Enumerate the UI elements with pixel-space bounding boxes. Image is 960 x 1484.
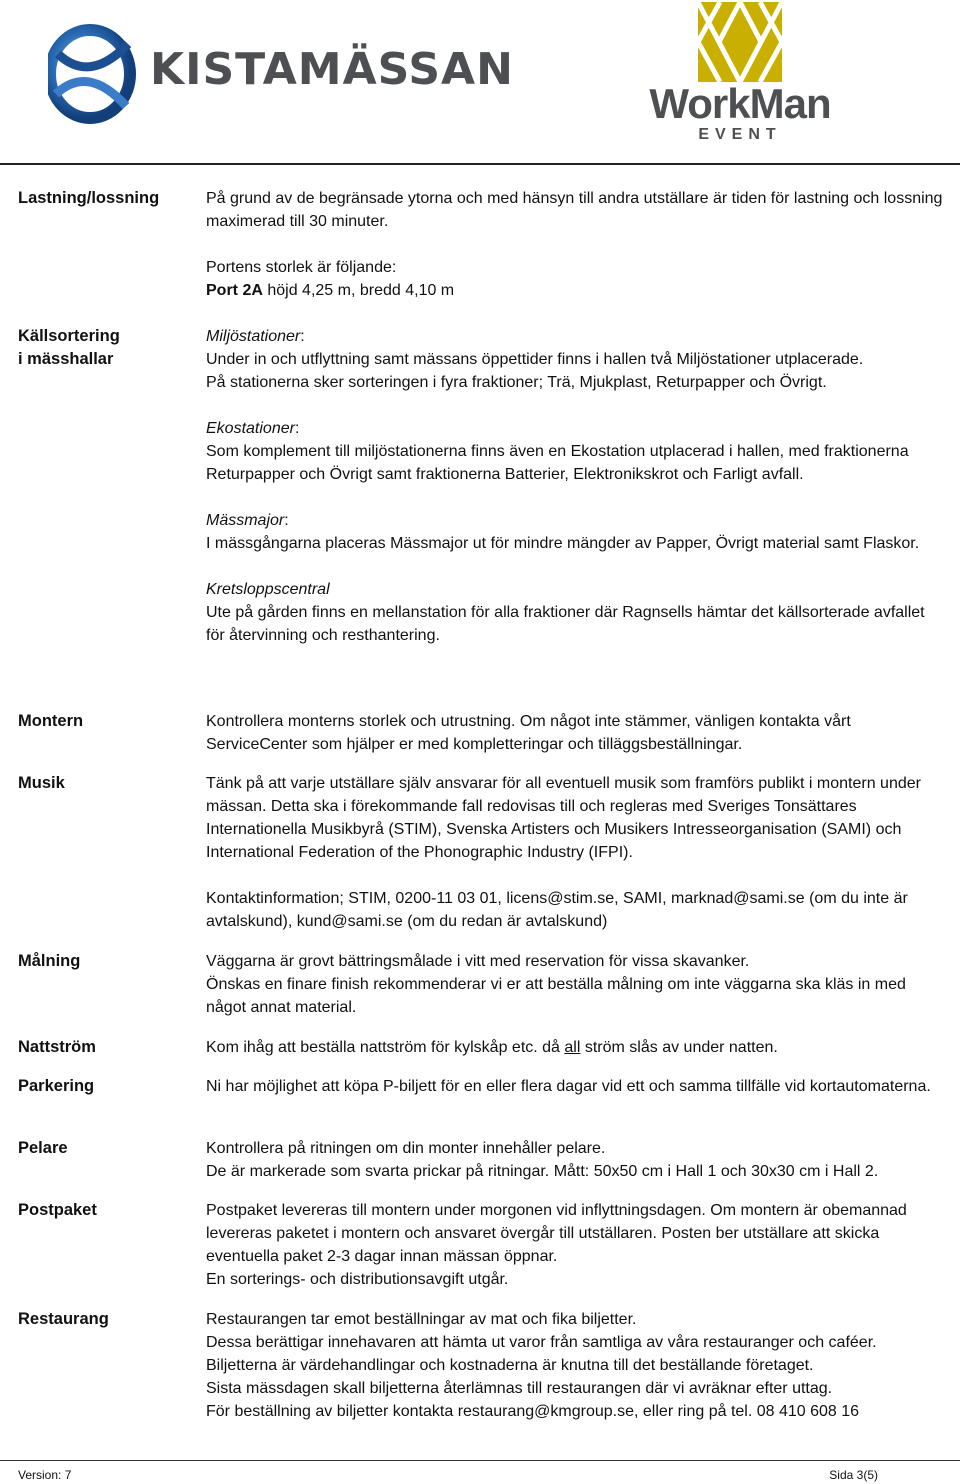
section-content xyxy=(206,1137,946,1183)
section-label: Nattström xyxy=(18,1038,96,1056)
section-label-line: Källsortering xyxy=(18,327,120,345)
paragraph: Postpaket levereras till montern under morgonen vid inflyttningsdagen. Om montern är obemannad levereras paketet i montern och ansvaret övergår till utställaren. Posten ber utställare att skicka eventuella paket 2-3 dagar innan mässan öppnar. xyxy=(206,1202,907,1265)
section-content xyxy=(206,710,946,756)
section-content xyxy=(206,1075,946,1098)
paragraph: Sista mässdagen skall biljetterna återlämnas till restaurangen där vi avräknar efter uttag. xyxy=(206,1380,833,1397)
paragraph: Ute på gården finns en mellanstation för alla fraktioner där Ragnsells hämtar det källsorterade avfallet för återvinning och resthantering. xyxy=(206,604,925,644)
paragraph: Tänk på att varje utställare själv ansvarar för all eventuell musik som framförs publikt i montern under mässan. Detta ska i förekommande fall redovisas till och regleras med Sveriges Tonsättares Internationella Musikbyrå (STIM), Svenska Artisters och Musikers Intresseorganisation (SAMI) och International Federation of the Phonographic Industry (IFPI). xyxy=(206,775,921,861)
section-content xyxy=(206,1308,946,1423)
page-header xyxy=(0,0,960,160)
subheading: Mässmajor: xyxy=(206,512,289,529)
section-label xyxy=(18,325,188,371)
workman-logo-subtext: EVENT xyxy=(698,126,782,143)
paragraph: Under in och utflyttning samt mässans öppettider finns i hallen två Miljöstationer utplacerade. xyxy=(206,351,864,368)
paragraph: Restaurangen tar emot beställningar av mat och fika biljetter. xyxy=(206,1311,637,1328)
section-label-line: i mässhallar xyxy=(18,350,114,368)
emphasis-underline: all xyxy=(564,1039,581,1056)
section-label: Pelare xyxy=(18,1139,68,1157)
paragraph: Kontrollera monterns storlek och utrustning. Om något inte stämmer, vänligen kontakta vårt ServiceCenter som hjälper er med kompletteringar och tilläggsbeställningar. xyxy=(206,713,851,753)
port-size: höjd 4,25 m, bredd 4,10 m xyxy=(262,282,455,299)
workman-logo-text: WorkMan xyxy=(649,80,831,127)
paragraph: På stationerna sker sorteringen i fyra fraktioner; Trä, Mjukplast, Returpapper och Övrigt. xyxy=(206,374,827,391)
paragraph: Kom ihåg att beställa nattström för kylskåp etc. då all ström slås av under natten. xyxy=(206,1039,778,1056)
section-label: Montern xyxy=(18,712,84,730)
paragraph: Kontrollera på ritningen om din monter innehåller pelare. xyxy=(206,1140,606,1157)
paragraph: Portens storlek är följande: xyxy=(206,259,397,276)
kistamassan-logo-text: KISTAMÄSSAN xyxy=(150,44,514,95)
port-name: Port 2A xyxy=(206,282,263,299)
paragraph: Biljetterna är värdehandlingar och kostnaderna är knutna till det beställande företaget. xyxy=(206,1357,814,1374)
paragraph: Väggarna är grovt bättringsmålade i vitt med reservation för vissa skavanker. xyxy=(206,953,750,970)
section-content xyxy=(206,950,946,1019)
section-content xyxy=(206,1199,946,1291)
paragraph xyxy=(206,279,946,302)
paragraph: Som komplement till miljöstationerna finns även en Ekostation utplacerad i hallen, med fraktionerna Returpapper och Övrigt samt fraktionerna Batterier, Elektronikskrot och Farligt avfall. xyxy=(206,443,909,483)
subheading: Miljöstationer: xyxy=(206,328,305,345)
section-label: Målning xyxy=(18,952,81,970)
section-label: Restaurang xyxy=(18,1310,109,1328)
section-content xyxy=(206,1036,946,1059)
footer-version: Version: 7 xyxy=(18,1468,72,1482)
header-divider xyxy=(0,163,960,165)
paragraph: Dessa berättigar innehavaren att hämta ut varor från samtliga av våra restauranger och caféer. xyxy=(206,1334,877,1351)
paragraph: I mässgångarna placeras Mässmajor ut för mindre mängder av Papper, Övrigt material samt Flaskor. xyxy=(206,535,920,552)
subheading: Ekostationer: xyxy=(206,420,300,437)
section-content xyxy=(206,187,946,302)
paragraph: De är markerade som svarta prickar på ritningar. Mått: 50x50 cm i Hall 1 och 30x30 cm i Hall 2. xyxy=(206,1163,879,1180)
paragraph: En sorterings- och distributionsavgift utgår. xyxy=(206,1271,509,1288)
footer-divider xyxy=(0,1460,960,1461)
section-content xyxy=(206,325,946,647)
contact-info: Kontaktinformation; STIM, 0200-11 03 01, licens@stim.se, SAMI, marknad@sami.se (om du inte är avtalskund), kund@sami.se (om du redan är avtalskund) xyxy=(206,890,908,930)
paragraph: För beställning av biljetter kontakta restaurang@kmgroup.se, eller ring på tel. 08 410 608 16 xyxy=(206,1403,860,1420)
footer-page-number: Sida 3(5) xyxy=(829,1468,878,1482)
section-label: Lastning/lossning xyxy=(18,189,160,207)
paragraph: Ni har möjlighet att köpa P-biljett för en eller flera dagar vid ett och samma tillfälle vid kortautomaterna. xyxy=(206,1078,931,1095)
paragraph: På grund av de begränsade ytorna och med hänsyn till andra utställare är tiden för lastning och lossning maximerad till 30 minuter. xyxy=(206,190,943,230)
section-label: Musik xyxy=(18,774,65,792)
section-label: Postpaket xyxy=(18,1201,97,1219)
section-label: Parkering xyxy=(18,1077,95,1095)
paragraph: Önskas en finare finish rekommenderar vi er att beställa målning om inte väggarna ska kläs in med något annat material. xyxy=(206,976,906,1016)
subheading: Kretsloppscentral xyxy=(206,581,330,598)
section-content xyxy=(206,772,946,933)
